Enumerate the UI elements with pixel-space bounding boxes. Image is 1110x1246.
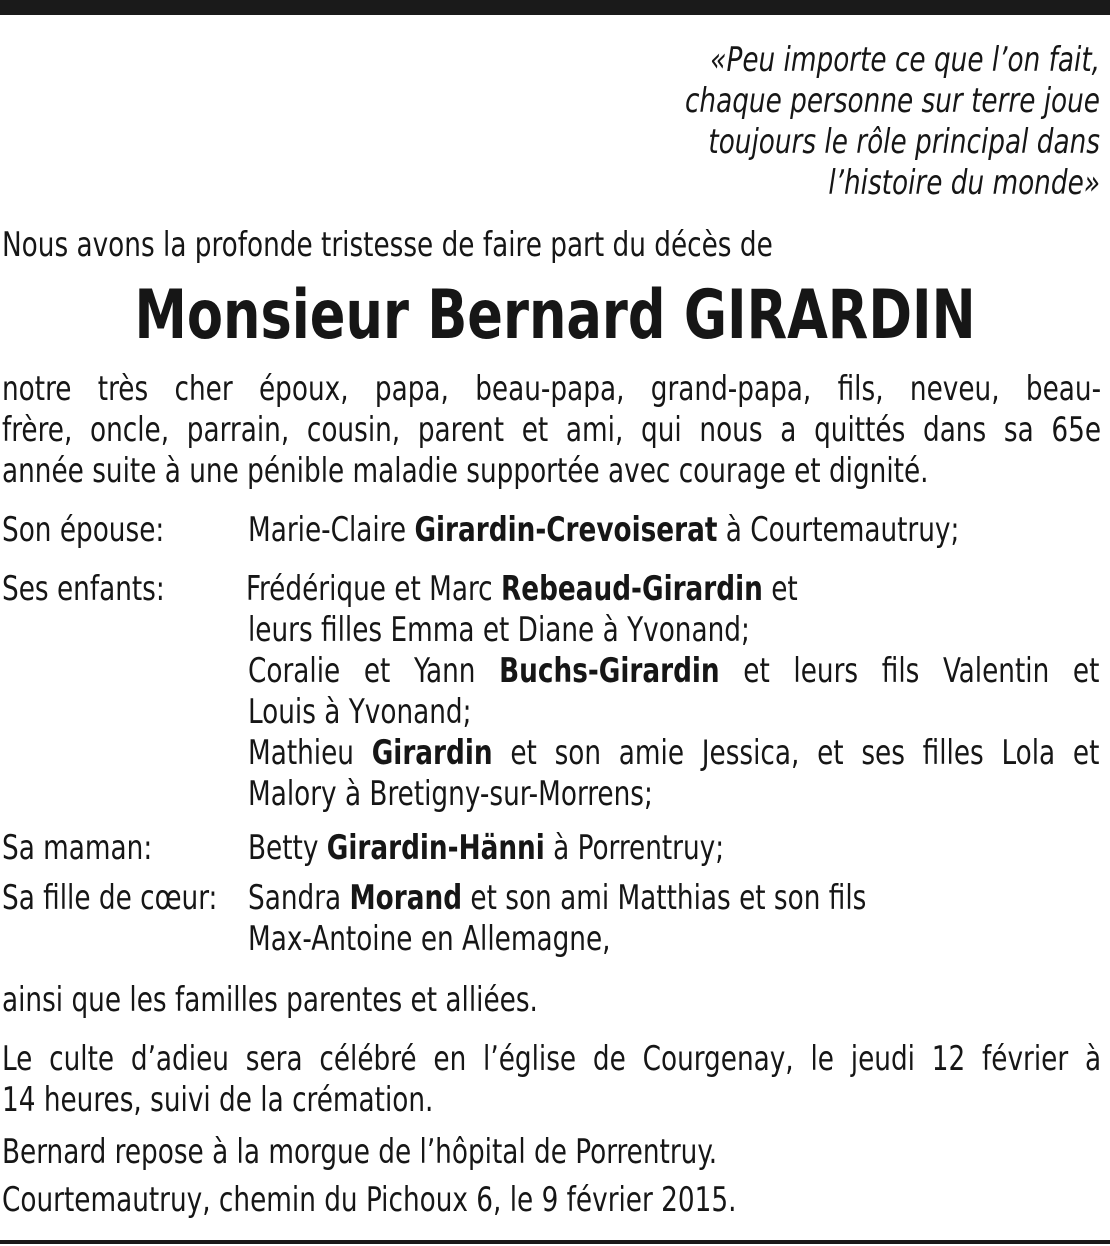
relatives-text: ainsi que les familles parentes et alliées. [2,980,538,1020]
heart-daughter-line: Max-Antoine en Allemagne, [248,919,611,959]
quote-line: «Peu importe ce que l’on fait, [710,40,1100,80]
mother-prefix: Betty [248,828,327,868]
child-entry [248,651,1099,692]
heart-daughter-suffix: et son ami Matthias et son fils [462,878,867,918]
children-label: Ses enfants: [2,569,165,609]
heart-daughter-surname: Morand [349,878,463,918]
child-surname: Rebeaud-Girardin [500,569,763,609]
quote-line: toujours le rôle principal dans [708,122,1100,162]
child-entry-line: Louis à Yvonand; [248,692,472,732]
description-line: année suite à une pénible maladie supportée avec courage et dignité. [2,451,929,491]
child-entry-line: leurs filles Emma et Diane à Yvonand; [248,610,750,650]
heart-daughter-prefix: Sandra [248,878,350,918]
mother-entry [248,828,724,869]
deceased-name-text: Monsieur Bernard GIRARDIN [134,276,976,355]
mother-label: Sa maman: [2,828,153,868]
child-entry-line: Malory à Bretigny-sur-Morrens; [248,774,653,814]
spouse-entry [248,510,959,551]
mother-surname: Girardin-Hänni [326,828,545,868]
child-entry [248,733,1099,774]
spouse-surname: Girardin-Crevoiserat [414,510,718,550]
child-suffix: et [762,569,798,609]
quote-line: l’histoire du monde» [828,163,1100,203]
child-prefix: Mathieu [248,733,372,773]
rest-place-text: Bernard repose à la morgue de l’hôpital de Porrentruy. [2,1132,718,1172]
epigraph-quote [618,40,1100,204]
child-suffix: et leurs fils Valentin et [719,651,1100,691]
intro-text: Nous avons la profonde tristesse de faire part du décès de [2,225,773,265]
spouse-label: Son épouse: [2,510,165,550]
child-surname: Girardin [371,733,493,773]
top-rule [0,0,1110,15]
quote-line: chaque personne sur terre joue [684,81,1100,121]
place-date-text: Courtemautruy, chemin du Pichoux 6, le 9 février 2015. [2,1180,737,1220]
ceremony-line: Le culte d’adieu sera célébré en l’église de Courgenay, le jeudi 12 février à [2,1039,1102,1079]
child-surname: Buchs-Girardin [499,651,720,691]
mother-suffix: à Porrentruy; [544,828,725,868]
heart-daughter-label: Sa fille de cœur: [2,878,218,918]
child-prefix: Frédérique et Marc [246,569,501,609]
deceased-name [0,276,1110,356]
spouse-prefix: Marie-Claire [248,510,415,550]
child-entry [246,569,798,610]
child-prefix: Coralie et Yann [248,651,500,691]
description-line: notre très cher époux, papa, beau-papa, grand-papa, fils, neveu, beau- [2,369,1102,409]
spouse-suffix: à Courtemautruy; [717,510,960,550]
description-line: frère, oncle, parrain, cousin, parent et ami, qui nous a quittés dans sa 65e [2,410,1102,450]
bottom-rule [0,1240,1110,1244]
child-suffix: et son amie Jessica, et ses filles Lola et [492,733,1100,773]
heart-daughter-entry [248,878,866,919]
ceremony-line: 14 heures, suivi de la crémation. [2,1080,434,1120]
